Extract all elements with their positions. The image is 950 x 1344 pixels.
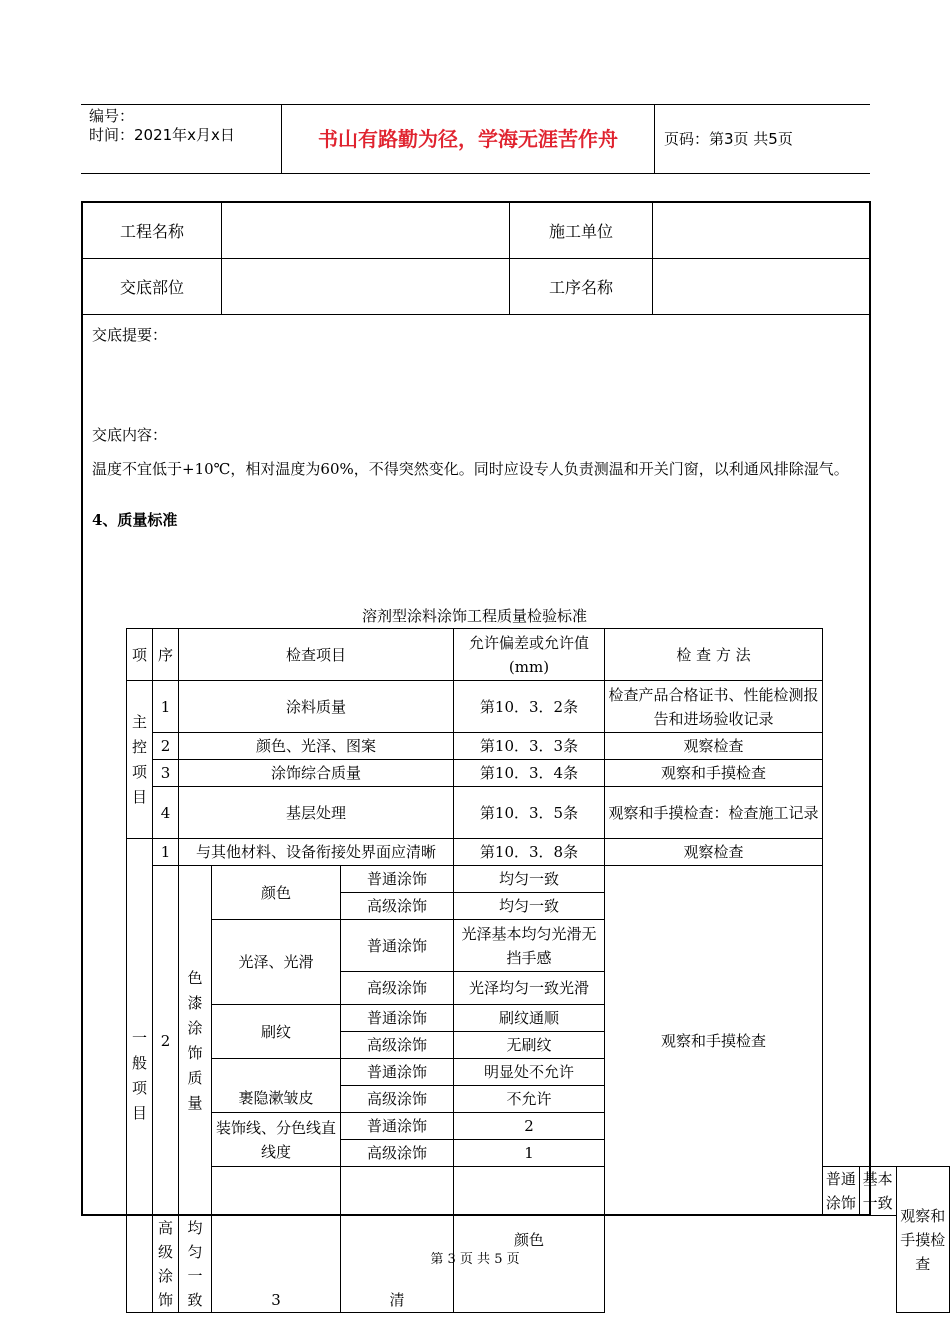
- briefing-part-field[interactable]: [222, 259, 510, 315]
- clear-paint-label: 清: [341, 1167, 454, 1313]
- grade-cell: 高级涂饰: [341, 972, 454, 1005]
- content-label: 交底内容：: [92, 426, 168, 444]
- value-cell: 1: [454, 1140, 605, 1167]
- time-text: 时间：2021年x月x日: [89, 126, 235, 144]
- summary-label: 交底提要：: [92, 326, 168, 344]
- table-row: [127, 1113, 950, 1140]
- method-cell: 观察检查: [605, 733, 823, 760]
- seq-cell: 1: [153, 681, 179, 733]
- grade-cell: 高级涂饰: [341, 1140, 454, 1167]
- value-cell: 均匀一致: [454, 893, 605, 920]
- clause-cell: 第10．3．4条: [454, 760, 605, 787]
- briefing-part-label: 交底部位: [83, 259, 222, 315]
- project-name-label: 工程名称: [83, 203, 222, 259]
- content-paragraph: 温度不宜低于+10℃，相对温度为60%，不得突然变化。同时应设专人负责测温和开关门窗，以利通风排除湿气。: [92, 460, 849, 478]
- grade-cell: 普通涂饰: [341, 1113, 454, 1140]
- seq-cell: 3: [212, 1167, 341, 1313]
- grade-cell: 普通涂饰: [823, 1167, 860, 1216]
- quality-table: [126, 628, 950, 1313]
- table-row: [127, 1005, 950, 1032]
- check-item-cell: 涂料质量: [179, 681, 454, 733]
- header-seq: 序: [153, 629, 179, 681]
- sub-item-cell: 装饰线、分色线直线度: [212, 1113, 341, 1167]
- table-title: 溶剂型涂料涂饰工程质量检验标准: [361, 607, 587, 625]
- value-cell: 不允许: [454, 1086, 605, 1113]
- method-cell: 观察和手摸检查: [605, 866, 823, 1216]
- value-cell: 刷纹通顺: [454, 1005, 605, 1032]
- table-row: [127, 733, 950, 760]
- value-cell: 无刷纹: [454, 1032, 605, 1059]
- value-cell: 2: [454, 1113, 605, 1140]
- page-header: [81, 104, 870, 174]
- seq-cell: 2: [153, 866, 179, 1216]
- check-item-cell: 涂饰综合质量: [179, 760, 454, 787]
- project-name-field[interactable]: [222, 203, 510, 259]
- sub-item-cell: 光泽、光滑: [212, 920, 341, 1005]
- table-row: [127, 1167, 950, 1216]
- number-label: 编号：: [89, 107, 135, 125]
- grade-cell: 普通涂饰: [341, 1059, 454, 1086]
- process-name-label: 工序名称: [510, 259, 653, 315]
- header-item: 项: [127, 629, 153, 681]
- construction-unit-field[interactable]: [653, 203, 869, 259]
- clause-cell: 第10．3．3条: [454, 733, 605, 760]
- check-item-cell: 与其他材料、设备衔接处界面应清晰: [179, 839, 454, 866]
- method-cell: 检查产品合格证书、性能检测报告和进场验收记录: [605, 681, 823, 733]
- method-cell: 观察和手摸检查：检查施工记录: [605, 787, 823, 839]
- header-allowance: 允许偏差或允许值(mm): [454, 629, 605, 681]
- sub-item-cell: 颜色: [454, 1167, 605, 1313]
- color-paint-label: 色漆涂饰质量: [179, 866, 212, 1216]
- grade-cell: 普通涂饰: [341, 1005, 454, 1032]
- table-header-row: [127, 629, 950, 681]
- motto: 书山有路勤为径，学海无涯苦作舟: [318, 127, 618, 151]
- value-cell: 均匀一致: [454, 866, 605, 893]
- table-row: [127, 1059, 950, 1086]
- grade-cell: 普通涂饰: [341, 920, 454, 972]
- clause-cell: 第10．3．5条: [454, 787, 605, 839]
- grade-cell: 普通涂饰: [341, 866, 454, 893]
- grade-cell: 高级涂饰: [341, 1032, 454, 1059]
- page-info: 页码：第3页 共5页: [664, 130, 793, 148]
- page-footer: 第 3 页 共 5 页: [430, 1252, 520, 1267]
- table-row: [127, 787, 950, 839]
- clause-cell: 第10．3．2条: [454, 681, 605, 733]
- sub-item-cell: 颜色: [212, 866, 341, 920]
- value-cell: 均匀一致: [179, 1216, 212, 1313]
- method-cell: 观察和手摸检查: [896, 1167, 950, 1313]
- table-row: [127, 760, 950, 787]
- seq-cell: 3: [153, 760, 179, 787]
- table-row: [127, 920, 950, 972]
- clause-cell: 第10．3．8条: [454, 839, 605, 866]
- table-row: [127, 839, 950, 866]
- section-heading: 4、质量标准: [92, 511, 178, 529]
- sub-item-cell: 裹隐漱皱皮: [212, 1059, 341, 1113]
- seq-cell: 1: [153, 839, 179, 866]
- value-cell: 光泽基本均匀光滑无挡手感: [454, 920, 605, 972]
- method-cell: 观察检查: [605, 839, 823, 866]
- grade-cell: 高级涂饰: [341, 1086, 454, 1113]
- seq-cell: 4: [153, 787, 179, 839]
- value-cell: 光泽均匀一致光滑: [454, 972, 605, 1005]
- check-item-cell: 颜色、光泽、图案: [179, 733, 454, 760]
- sub-item-cell: 刷纹: [212, 1005, 341, 1059]
- check-item-cell: 基层处理: [179, 787, 454, 839]
- process-name-field[interactable]: [653, 259, 869, 315]
- seq-cell: 2: [153, 733, 179, 760]
- method-cell: 观察和手摸检查: [605, 760, 823, 787]
- table-row: [127, 866, 950, 893]
- construction-unit-label: 施工单位: [510, 203, 653, 259]
- grade-cell: 高级涂饰: [153, 1216, 179, 1313]
- main-group-label: 主控项目: [127, 681, 153, 839]
- table-row: [127, 681, 950, 733]
- header-method: 检 查 方 法: [605, 629, 823, 681]
- value-cell: 基本一致: [859, 1167, 896, 1216]
- header-check-item: 检查项目: [179, 629, 454, 681]
- grade-cell: 高级涂饰: [341, 893, 454, 920]
- value-cell: 明显处不允许: [454, 1059, 605, 1086]
- general-group-label: 一般项目: [127, 839, 153, 1313]
- header-divider: [654, 105, 655, 173]
